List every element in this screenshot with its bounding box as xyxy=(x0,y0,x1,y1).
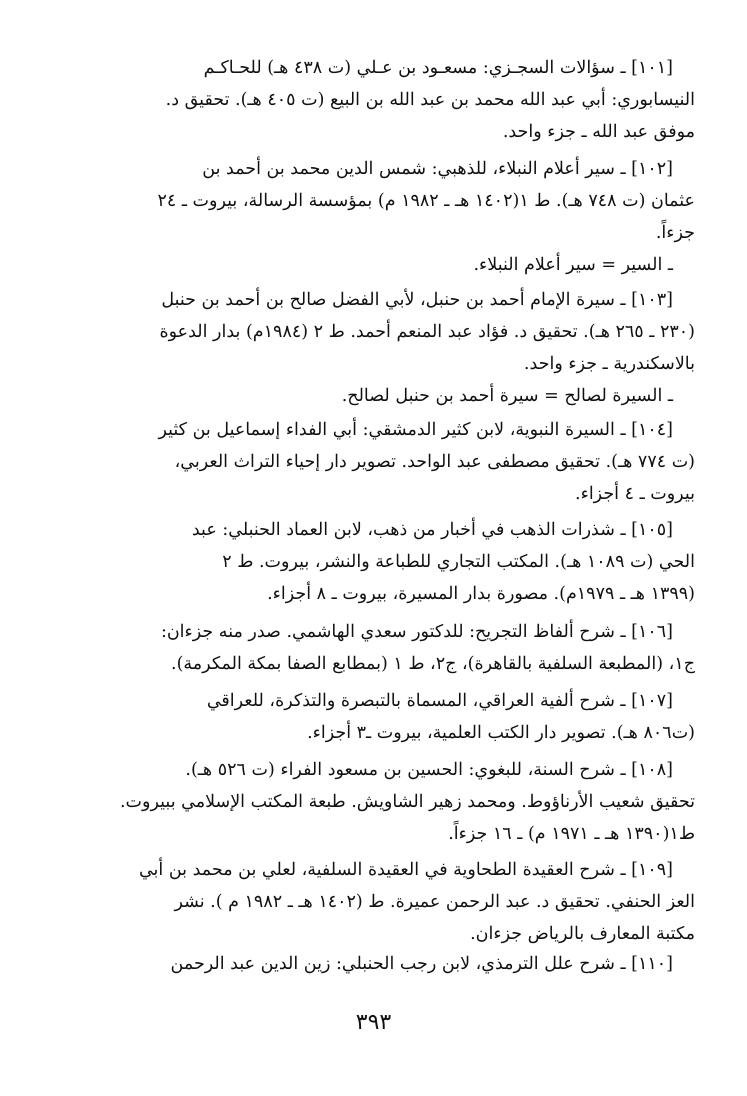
entry-line: العز الحنفي. تحقيق د. عبد الرحمن عميرة. ط (١٤٠٢ هـ ـ ١٩٨٢ م ). نشر xyxy=(174,892,695,912)
entry-line: [١٠٦] ـ شرح ألفاظ التجريح: للدكتور سعدي الهاشمي. صدر منه جزءان: xyxy=(160,622,673,642)
entry-line: (٢٣٠ ـ ٢٦٥ هـ). تحقيق د. فؤاد عبد المنعم أحمد. ط ٢ (١٩٨٤م) بدار الدعوة xyxy=(159,322,695,342)
entry-line: النيسابوري: أبي عبد الله محمد بن عبد الله بن البيع (ت ٤٠٥ هـ). تحقيق د. xyxy=(165,90,695,110)
bibliography-entry-101 xyxy=(72,52,695,148)
entry-line: ط١(١٣٩٠ هـ ـ ١٩٧١ م) ـ ١٦ جزءاً. xyxy=(448,824,695,844)
entry-line: بيروت ـ ٤ أجزاء. xyxy=(575,484,695,504)
bibliography-entry-105 xyxy=(72,514,695,610)
entry-line: (ت ٧٧٤ هـ). تحقيق مصطفى عبد الواحد. تصوير دار إحياء التراث العربي، xyxy=(174,452,695,472)
entry-line: [١٠٧] ـ شرح ألفية العراقي، المسماة بالتبصرة والتذكرة، للعراقي xyxy=(206,691,673,711)
entry-line: عثمان (ت ٧٤٨ هـ). ط ١(١٤٠٢ هـ ـ ١٩٨٢ م) بمؤسسة الرسالة، بيروت ـ ٢٤ xyxy=(157,191,695,211)
entry-line: ـ السيرة لصالح = سيرة أحمد بن حنبل لصالح. xyxy=(341,386,673,406)
entry-line: [١٠٣] ـ سيرة الإمام أحمد بن حنبل، لأبي الفضل صالح بن أحمد بن حنبل xyxy=(161,290,673,310)
entry-line: [١٠١] ـ سؤالات السجـزي: مسعـود بن عـلي (ت ٤٣٨ هـ) للحـاكـم xyxy=(203,58,673,78)
entry-line: [١٠٩] ـ شرح العقيدة الطحاوية في العقيدة السلفية، لعلي بن محمد بن أبي xyxy=(138,860,673,880)
page-number: ٣٩٣ xyxy=(355,1010,392,1035)
entry-line: مكتبة المعارف بالرياض جزءان. xyxy=(470,924,695,944)
entry-line: موفق عبد الله ـ جزء واحد. xyxy=(502,122,695,142)
entry-line: ـ السير = سير أعلام النبلاء. xyxy=(473,255,673,275)
entry-line: [١١٠] ـ شرح علل الترمذي، لابن رجب الحنبلي: زين الدين عبد الرحمن xyxy=(170,954,673,974)
entry-line: تحقيق شعيب الأرناؤوط. ومحمد زهير الشاويش. طبعة المكتب الإسلامي ببيروت. xyxy=(119,792,695,812)
entry-line: ج١، (المطبعة السلفية بالقاهرة)، ج٢، ط ١ (بمطابع الصفا بمكة المكرمة). xyxy=(171,654,695,674)
bibliography-entry-110 xyxy=(72,948,695,980)
entry-line: الحي (ت ١٠٨٩ هـ). المكتب التجاري للطباعة والنشر، بيروت. ط ٢ xyxy=(222,552,695,572)
bibliography-entry-107 xyxy=(72,685,695,749)
bibliography-entry-102 xyxy=(72,153,695,281)
entry-line: (ت٨٠٦ هـ). تصوير دار الكتب العلمية، بيروت ـ٣ أجزاء. xyxy=(307,723,695,743)
bibliography-entry-106 xyxy=(72,616,695,680)
entry-line: [١٠٨] ـ شرح السنة، للبغوي: الحسين بن مسعود الفراء (ت ٥٢٦ هـ). xyxy=(185,760,673,780)
entry-line: [١٠٢] ـ سير أعلام النبلاء، للذهبي: شمس الدين محمد بن أحمد بن xyxy=(202,159,673,179)
entry-line: (١٣٩٩ هـ ـ ١٩٧٩م). مصورة بدار المسيرة، بيروت ـ ٨ أجزاء. xyxy=(267,584,695,604)
bibliography-entry-108 xyxy=(72,754,695,850)
entry-line: بالاسكندرية ـ جزء واحد. xyxy=(523,354,695,374)
bibliography-entry-103 xyxy=(72,284,695,412)
entry-line: جزءاً. xyxy=(655,223,695,243)
entry-line: [١٠٥] ـ شذرات الذهب في أخبار من ذهب، لابن العماد الحنبلي: عبد xyxy=(191,520,673,540)
entry-line: [١٠٤] ـ السيرة النبوية، لابن كثير الدمشقي: أبي الفداء إسماعيل بن كثير xyxy=(158,420,673,440)
bibliography-entry-104 xyxy=(72,414,695,510)
bibliography-entry-109 xyxy=(72,854,695,950)
